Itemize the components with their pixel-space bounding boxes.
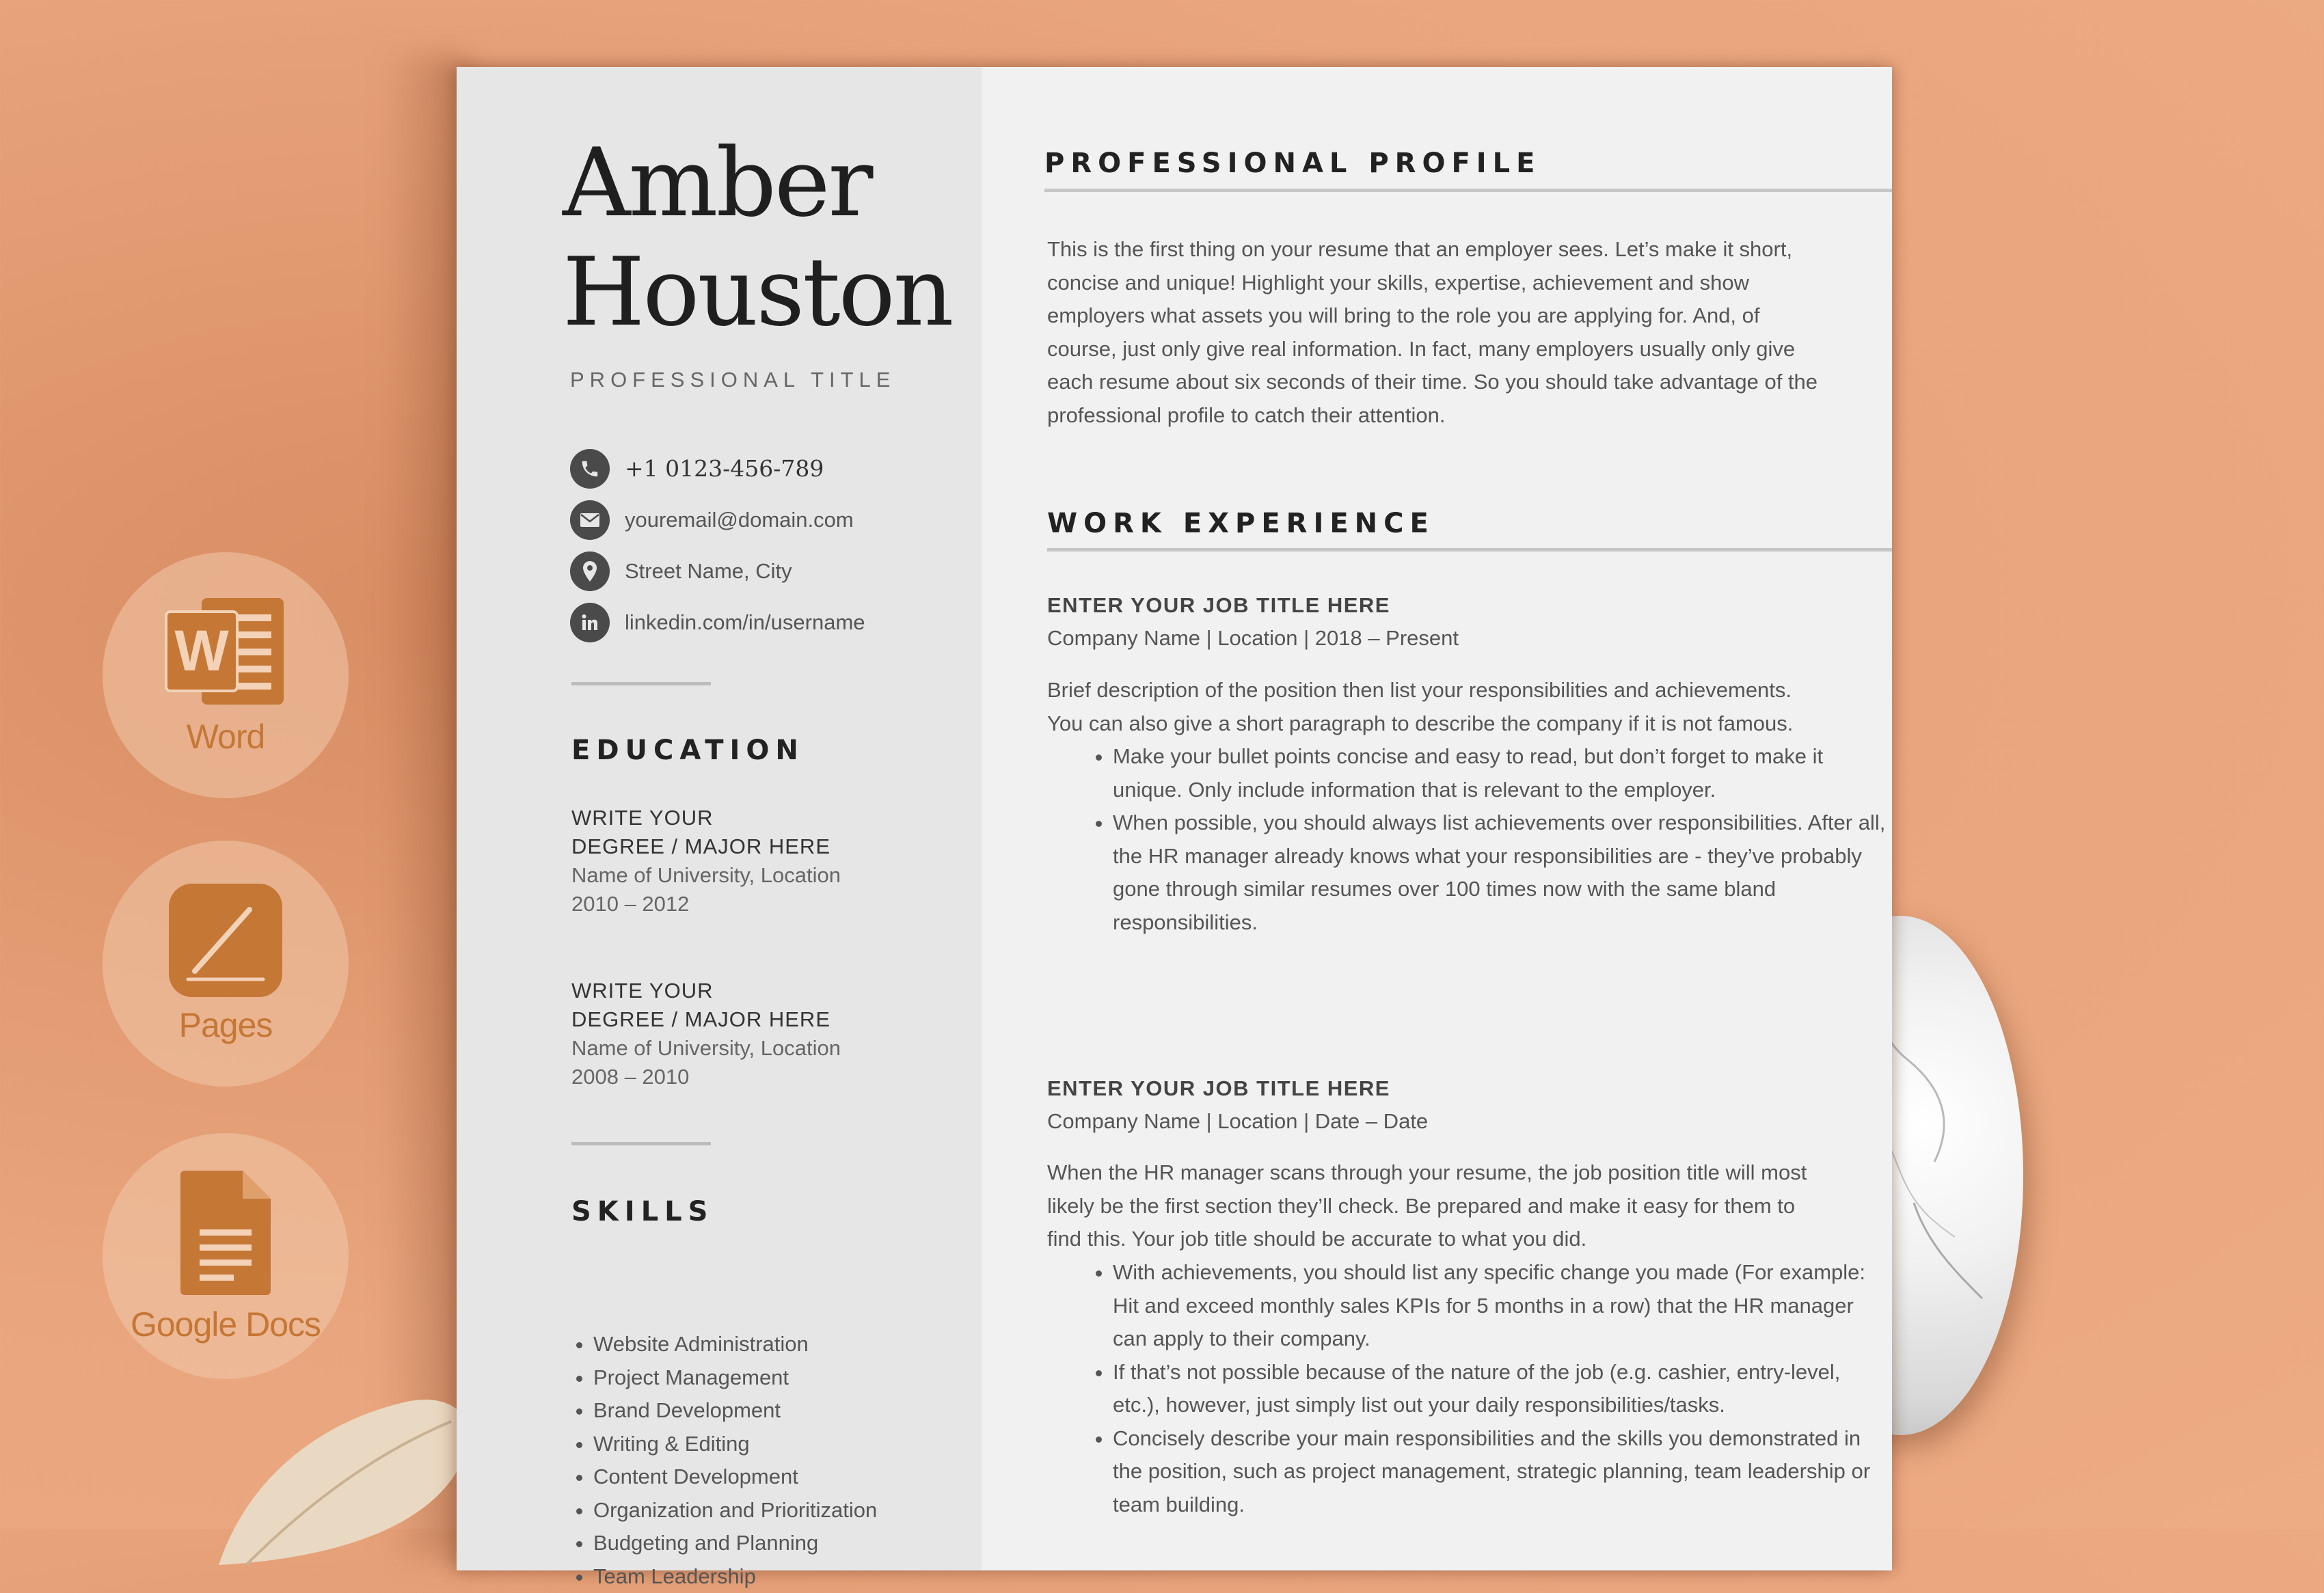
word-label: Word [187,717,265,757]
word-badge[interactable] [103,552,349,798]
professional-title: PROFESSIONAL TITLE [570,368,895,392]
job-meta: Company Name | Location | 2018 – Present [1047,626,1459,651]
resume-sidebar [457,67,982,1570]
skill-item: • Writing & Editing [593,1428,877,1461]
profile-heading: PROFESSIONAL PROFILE [1044,148,1541,179]
education-entry [571,804,841,918]
contact-phone [570,443,865,494]
job-title: ENTER YOUR JOB TITLE HERE [1047,1076,1390,1101]
job-bullet: • If that’s not possible because of the nature of the job (e.g. cashier, entry-level, etc.), however, just simply list out your daily responsibilities/tasks. [1113,1356,1892,1422]
degree-line-1: WRITE YOUR [571,804,841,832]
skills-heading: SKILLS [571,1196,714,1227]
sidebar-divider [571,682,711,685]
contact-list [570,443,865,648]
pages-badge[interactable] [103,841,349,1087]
school-years: 2008 – 2010 [571,1063,841,1091]
sidebar-divider [571,1142,711,1145]
svg-text:W: W [174,618,229,683]
job-title: ENTER YOUR JOB TITLE HERE [1047,593,1390,618]
resume-page [457,67,1892,1570]
school-name: Name of University, Location [571,1034,841,1063]
phone-icon [570,449,610,489]
job-bullet: • When possible, you should always list achievements over responsibilities. After all, the HR manager already knows what your responsibilities are - they’ve probably gone through similar resumes over 100 times now with the same bland responsibilities. [1113,806,1892,939]
profile-text: This is the first thing on your resume that an employer sees. Let’s make it short, concise and unique! Highlight your skills, expertise, achievement and show employers what assets you will bring to the role you are applying for. And, of course, just only give real information. In fact, many employers usually only give each resume about six seconds of their time. So you should take advantage of the professional profile to catch their attention. [1047,233,1826,432]
degree-line-1: WRITE YOUR [571,977,841,1005]
skill-item: • Brand Development [593,1394,877,1428]
envelope-icon [570,500,610,540]
location-pin-icon [570,552,610,591]
degree-line-2: DEGREE / MAJOR HERE [571,832,841,861]
contact-linkedin [570,597,865,648]
leaf-decoration [205,1360,492,1565]
phone-text: +1 0123-456-789 [625,455,824,482]
skills-list [571,1328,877,1593]
job-description: Brief description of the position then list your responsibilities and achievements. You can also give a short paragraph to describe the company if it is not famous. [1047,674,1826,740]
skill-item: • Project Management [593,1361,877,1395]
name-last: Houston [563,238,952,347]
skill-item: • Budgeting and Planning [593,1527,877,1560]
degree-line-2: DEGREE / MAJOR HERE [571,1005,841,1034]
job-meta: Company Name | Location | Date – Date [1047,1109,1428,1134]
job-bullet: • With achievements, you should list any specific change you made (For example: Hit and exceed monthly sales KPIs for 5 months in a row) that the HR manager can apply to their company. [1113,1256,1892,1356]
pages-label: Pages [179,1005,273,1045]
education-heading: EDUCATION [571,735,805,766]
linkedin-icon [570,603,610,642]
resume-name [563,128,952,347]
skill-item: • Content Development [593,1460,877,1494]
pages-icon [167,882,284,998]
contact-email [570,494,865,545]
job-bullet: • Concisely describe your main responsibilities and the skills you demonstrated in the position, such as project management, strategic planning, team leadership or team building. [1113,1422,1892,1522]
school-years: 2010 – 2012 [571,890,841,918]
skill-item: • Team Leadership [593,1560,877,1593]
email-text: youremail@domain.com [625,508,854,532]
education-entry [571,977,841,1091]
job-description: When the HR manager scans through your resume, the job position title will most likely be the first section they’ll check. Be prepared and make it easy for them to find this. Your job title should be accurate to what you did. [1047,1156,1826,1256]
skill-item: • Website Administration [593,1328,877,1361]
skill-item: • Organization and Prioritization [593,1494,877,1527]
paper-shadow [383,55,465,1558]
job-bullets [1047,740,1892,939]
google-docs-icon [178,1168,273,1298]
work-heading: WORK EXPERIENCE [1047,508,1435,539]
google-docs-label: Google Docs [131,1305,321,1344]
address-text: Street Name, City [625,559,792,584]
job-bullets [1047,1256,1892,1521]
profile-rule [1044,189,1892,192]
linkedin-text: linkedin.com/in/username [625,610,865,635]
contact-address [570,545,865,597]
google-docs-badge[interactable] [103,1133,349,1379]
work-rule [1047,548,1892,552]
school-name: Name of University, Location [571,861,841,890]
name-first: Amber [563,128,952,238]
word-icon [161,594,290,710]
job-bullet: • Make your bullet points concise and easy to read, but don’t forget to make it unique. Only include information that is relevant to the employer. [1113,740,1892,806]
